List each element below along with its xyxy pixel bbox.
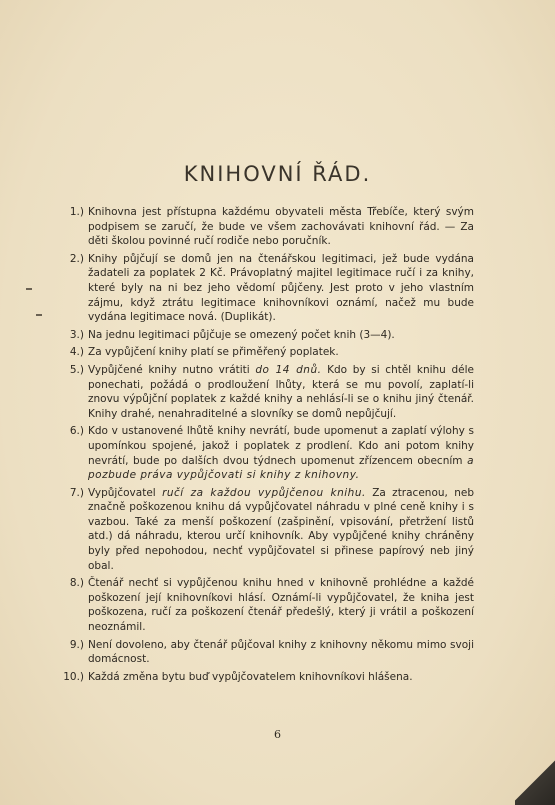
page-number: 6 [274, 728, 281, 741]
rule-item [60, 345, 474, 360]
rule-item [60, 424, 474, 482]
rule-text: Na jednu legitimaci půjčuje se omezený počet knih (3—4). [88, 328, 395, 341]
rule-number: 3.) [69, 328, 84, 341]
rule-text: Knihovna jest přístupna každému obyvateli města Třebíče, který svým podpisem se zaručí, že bude ve všem zachovávati knihovní řád. — Za děti školou povinné ručí rodiče nebo poručník. [88, 206, 474, 248]
torn-corner [515, 745, 555, 805]
rule-number: 7.) [69, 486, 84, 499]
margin-mark [36, 314, 42, 316]
rule-number: 9.) [69, 638, 84, 651]
rule-number: 10.) [63, 670, 84, 683]
rule-item [60, 252, 474, 325]
margin-mark [26, 288, 32, 290]
rule-item [60, 576, 474, 634]
rule-number: 8.) [69, 577, 84, 590]
rule-number: 1.) [69, 206, 84, 218]
page-title: KNIHOVNÍ ŘÁD. [183, 162, 372, 187]
rule-text: Za vypůjčení knihy platí se přiměřený poplatek. [88, 346, 339, 359]
rule-item [60, 363, 474, 421]
rule-text: Vypůjčovatel ručí za každou vypůjčenou knihu. Za ztracenou, neb značně poškozenou knihu dá vypůjčovatel náhradu v plné ceně knihy i s vazbou. Také za menší poškození (zašpinění, vpisování, přetržení listů atd.) dá náhradu, kterou určí knihovník. Aby vypůjčené knihy chráněny byly před nepohodou, nechť vypůjčovatel si přinese papírový neb jiný obal. [88, 486, 475, 572]
rule-text: Vypůjčené knihy nutno vrátiti do 14 dnů. Kdo by si chtěl knihu déle ponechati, požádá o prodloužení lhůty, která se mu povolí, zaplatí-li znovu výpůjční poplatek z každé knihy a nehlásí-li se o knihu jiný čtenář. Knihy drahé, nenahraditelné a slovníky se domů nepůjčují. [88, 363, 474, 420]
rule-text: Čtenář nechť si vypůjčenou knihu hned v knihovně prohlédne a každé poškození její knihovníkovi hlásí. Oznámí-li vypůjčovatel, že kniha jest poškozena, ručí za poškození čtenář předešlý, který ji vrátil a poškození neoznámil. [88, 577, 474, 634]
rule-text: Každá změna bytu buď vypůjčovatelem knihovníkovi hlášena. [88, 670, 413, 683]
rule-emphasis: ručí za každou vypůjčenou knihu. [162, 486, 366, 499]
rules-list [60, 205, 474, 687]
rule-item [60, 328, 474, 343]
rule-number: 6.) [69, 425, 84, 438]
rule-text: Není dovoleno, aby čtenář půjčoval knihy z knihovny někomu mimo svoji domácnost. [88, 638, 474, 666]
rule-emphasis: do 14 dnů. [255, 363, 322, 376]
rule-number: 5.) [69, 363, 84, 376]
rule-number: 2.) [69, 252, 84, 265]
rule-item [60, 205, 474, 249]
rule-item [60, 486, 474, 574]
rule-number: 4.) [69, 346, 84, 359]
rule-item [60, 670, 474, 685]
rule-text: Knihy půjčují se domů jen na čtenářskou legitimaci, jež bude vydána žadateli za poplatek 2 Kč. Právoplatný majitel legitimace ručí i za knihy, které byly na ni bez jeho vědomí půjčeny. Jest proto v jeho vlastním zájmu, když ztrátu legitimace knihovníkovi oznámí, načež mu bude vydána legitimace nová. (Duplikát). [88, 252, 474, 324]
rule-item [60, 638, 474, 667]
rule-text: Kdo v ustanovené lhůtě knihy nevrátí, bude upomenut a zaplatí výlohy s upomínkou spojené, jakož i poplatek z prodlení. Kdo ani potom knihy nevrátí, bude po dalších dvou týdnech upomenut zřízencem obecním a pozbude práva vypůjčovati si knihy z knihovny. [88, 425, 474, 482]
rule-emphasis: a pozbude práva vypůjčovati si knihy z knihovny. [88, 454, 474, 482]
